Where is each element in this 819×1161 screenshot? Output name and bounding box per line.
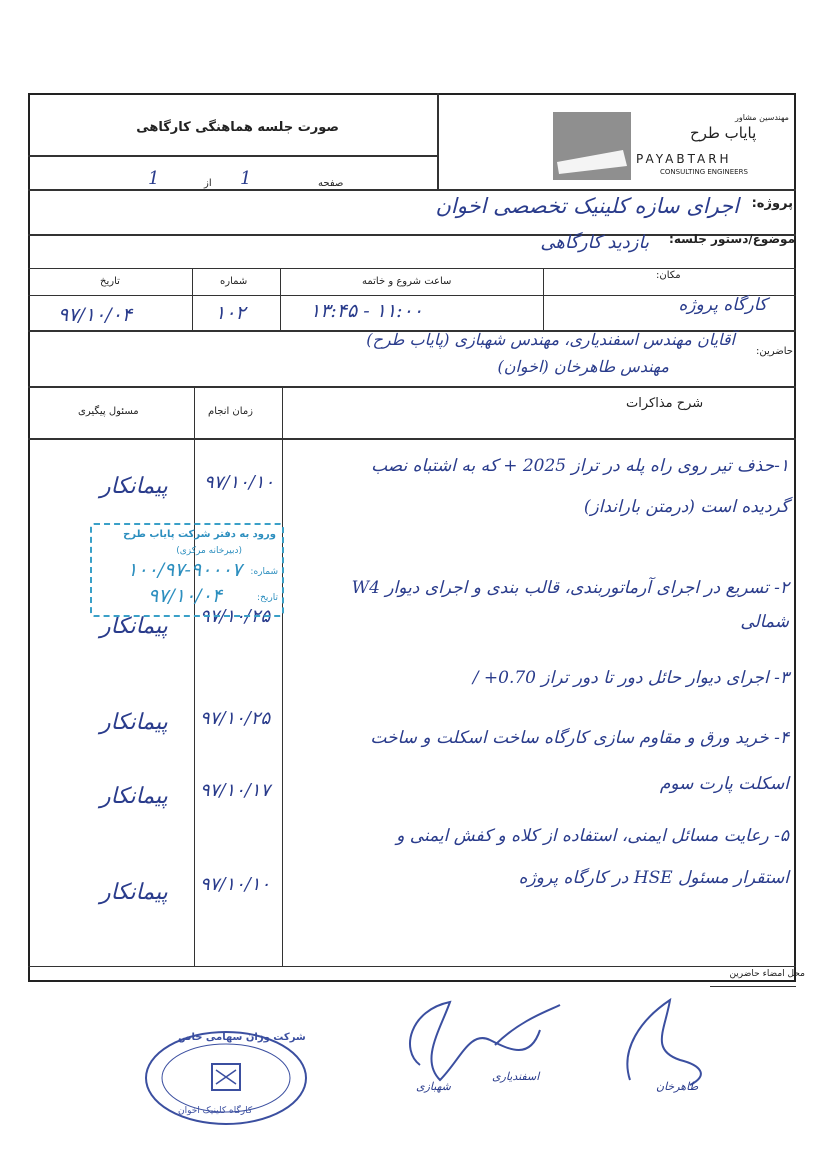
time-label: ساعت شروع و خاتمه [362, 276, 452, 287]
col-header-time: زمان انجام [208, 406, 254, 417]
row-responsible: پیمانکار [100, 880, 168, 905]
row-responsible: پیمانکار [100, 474, 168, 499]
row-desc-line2: گردیده است (درمتن بارانداز) [583, 497, 789, 517]
company-stamp-bottom: کارگاه کلینیک اخوان [178, 1106, 253, 1116]
company-en-sub: CONSULTING ENGINEERS [660, 168, 748, 176]
number-label: شماره [220, 276, 248, 287]
attendees-line1: آقایان مهندس اسفندیاری، مهندس شهبازی (پایاب طرح) [366, 330, 735, 349]
meeting-date: ۹۷/۱۰/۰۴ [58, 304, 133, 326]
page-of-label: از [204, 178, 212, 189]
attendees-line2: مهندس طاهرخان (اخوان) [497, 357, 669, 376]
row-desc-line2: استقرار مسئول HSE در کارگاه پروژه [518, 868, 789, 888]
company-en-name: PAYABTARH [636, 152, 732, 166]
attendees-label: حاضرین: [755, 346, 793, 357]
company-stamp-top: شرکت وزان سهامی خاص [178, 1032, 306, 1043]
row-responsible: پیمانکار [100, 710, 168, 735]
project-value: اجرای سازه کلینیک تخصصی اخوان [435, 194, 739, 218]
page-total: 1 [148, 168, 160, 189]
page-number: 1 [240, 168, 252, 189]
row-desc-line1: ۴- خرید ورق و مقاوم سازی کارگاه ساخت اسکلت و ساخت [370, 728, 789, 748]
row-desc-line1: ۲- تسریع در اجرای آرماتوربندی، قالب بندی و اجرای دیوار W4 [351, 578, 789, 598]
stamp-line1: ورود به دفتر شرکت پایاب طرح [123, 529, 276, 540]
entry-stamp [90, 523, 284, 617]
page-label: صفحه [318, 178, 344, 189]
company-logo [553, 112, 631, 180]
stamp-number-label: شماره: [250, 567, 278, 577]
row-desc-line1: ۳- اجرای دیوار حائل دور تا دور تراز 0.70+ / [472, 668, 789, 688]
signature-1: اسفندیاری [492, 1070, 540, 1083]
row-date: ۹۷/۱۰/۱۰ [200, 874, 271, 895]
row-responsible: پیمانکار [100, 614, 168, 639]
company-logo-graphic [553, 112, 631, 180]
row-date: ۹۷/۱۰/۱۷ [200, 780, 271, 801]
company-fa-top: مهندسین مشاور [735, 113, 789, 122]
row-date: ۹۷/۱۰/۲۵ [200, 606, 271, 627]
stamp-line2: (دبیرخانه مرکزی) [176, 546, 242, 556]
company-fa-name: پایاب طرح [690, 124, 757, 142]
project-label: پروژه: [751, 196, 793, 211]
signature-2: شهبازی [416, 1080, 451, 1093]
date-label: تاریخ [100, 276, 120, 287]
subject-label: موضوع/دستور جلسه: [669, 232, 795, 246]
signatures-label: محل امضاء حاضرین [729, 969, 805, 979]
row-desc-line2: شمالی [740, 612, 789, 632]
row-date: ۹۷/۱۰/۱۰ [204, 472, 275, 493]
row-responsible: پیمانکار [100, 784, 168, 809]
col-header-description: شرح مذاکرات [626, 396, 704, 411]
stamp-number: ۱۰۰/۹۷-۹۰۰۰۷ [127, 559, 242, 581]
row-desc-line1: ۱-حذف تیر روی راه پله در تراز 2025 + که به اشتباه نصب [371, 456, 789, 476]
meeting-time: ۱۱:۰۰ - ۱۳:۴۵ [310, 300, 423, 322]
stamp-date-label: تاریخ: [257, 593, 278, 603]
stamp-date: ۹۷/۱۰/۰۴ [147, 585, 222, 607]
meeting-number: ۱۰۲ [215, 302, 246, 324]
company-stamp [142, 1028, 310, 1128]
row-desc-line2: اسکلت پارت سوم [659, 774, 789, 794]
place-label: مکان: [656, 270, 681, 281]
form-title: صورت جلسه هماهنگی کارگاهی [136, 120, 339, 135]
meeting-place: کارگاه پروژه [678, 295, 767, 315]
row-desc-line1: ۵- رعایت مسائل ایمنی، استفاده از کلاه و کفش ایمنی و [396, 826, 789, 846]
signature-3: طاهرخان [656, 1080, 699, 1093]
subject-value: بازدید کارگاهی [540, 232, 649, 253]
row-date: ۹۷/۱۰/۲۵ [200, 708, 271, 729]
col-header-responsible: مسئول پیگیری [78, 406, 139, 417]
